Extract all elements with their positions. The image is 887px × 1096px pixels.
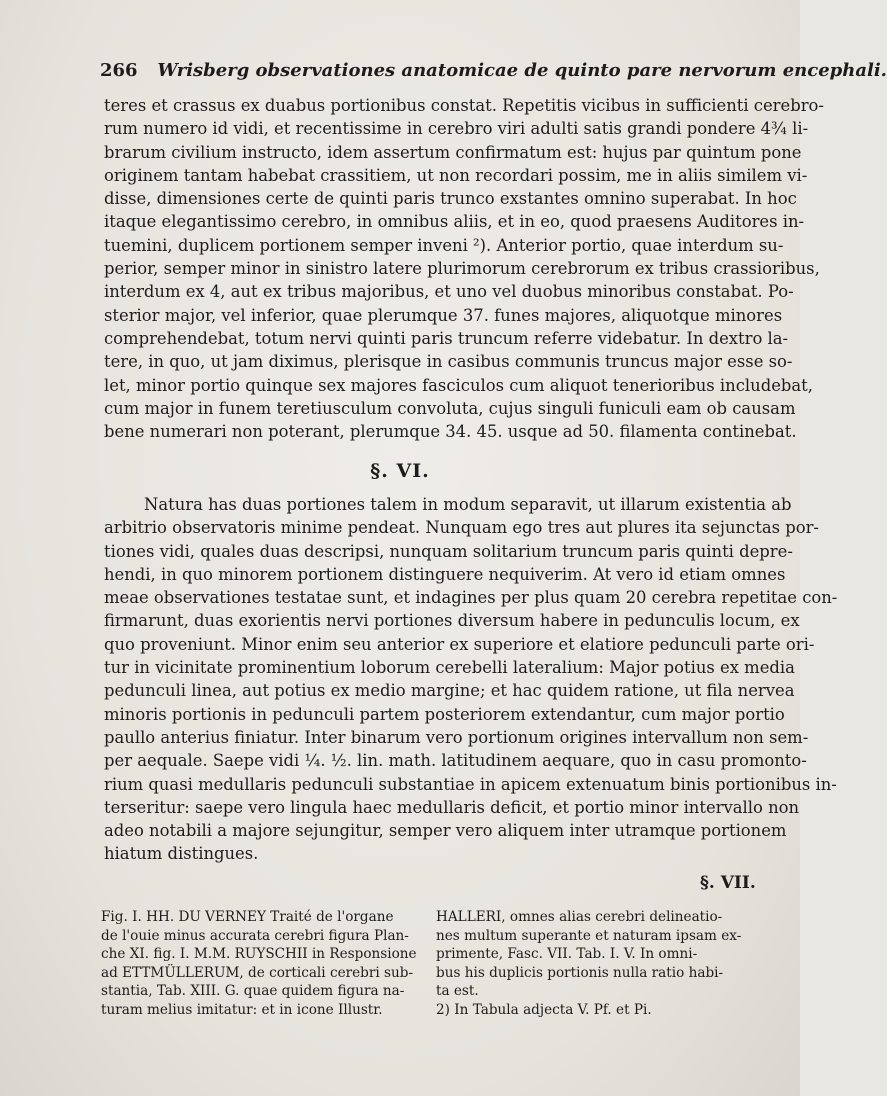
paragraph-1-line: comprehendebat, totum nervi quinti paris truncum referre videbatur. In dextro la- [104,328,789,348]
paragraph-2 [104,493,838,866]
paragraph-1-line: tuemini, duplicem portionem semper inveni ²). Anterior portio, quae interdum su- [104,235,784,255]
paragraph-2-line: per aequale. Saepe vidi ¼. ½. lin. math. latitudinem aequare, quo in casu promonto- [104,751,807,771]
footnote-right-line: ta est. [436,983,479,1000]
paragraph-2-line: hiatum distingues. [104,844,259,864]
paragraph-1-line: interdum ex 4, aut ex tribus majoribus, et uno vel duobus minoribus constabat. Po- [104,282,794,302]
paragraph-1-line: itaque elegantissimo cerebro, in omnibus aliis, et in eo, quod praesens Auditores in- [104,212,805,232]
paragraph-2-line: minoris portionis in pedunculi partem posteriorem extendantur, cum major portio [104,704,785,724]
paragraph-2-line: Natura has duas portiones talem in modum separavit, ut illarum existentia ab [144,495,792,514]
footnote-left-line: de l'ouie minus accurata cerebri figura Plan- [101,927,409,944]
paragraph-2-line: adeo notabili a majore sejungitur, semper vero aliquem inter utramque portionem [104,821,787,841]
paragraph-1-line: rum numero id vidi, et recentissime in cerebro viri adulti satis grandi pondere 4¾ li- [104,119,809,139]
paragraph-2-line: paullo anterius finiatur. Inter binarum vero portionum origines intervallum non sem- [104,727,809,747]
paragraph-1-line: let, minor portio quinque sex majores fasciculos cum aliquot tenerioribus includebat, [104,375,813,395]
paragraph-1-line: tere, in quo, ut jam diximus, plerisque in casibus communis truncus major esse so- [104,352,793,372]
paragraph-2-line: rium quasi medullaris pedunculi substantiae in apicem extenuatum binis portionibus in- [104,774,837,794]
paragraph-2-line: terseritur: saepe vero lingula haec medullaris deficit, et portio minor intervallo non [104,797,800,817]
footnote-right-line: nes multum superante et naturam ipsam ex- [436,927,742,944]
paragraph-1-line: brarum civilium instructo, idem assertum confirmatum est: hujus par quintum pone [104,142,802,162]
paragraph-2-line: meae observationes testatae sunt, et indagines per plus quam 20 cerebra repetitae con- [104,588,838,608]
footnote-right-line: primente, Fasc. VII. Tab. I. V. In omni- [436,946,698,963]
paragraph-1-line: bene numerari non poterant, plerumque 34. 45. usque ad 50. filamenta continebat. [104,422,797,442]
footnote-left-line: Fig. I. HH. DU VERNEY Traité de l'organe [101,909,394,925]
paragraph-2-line: arbitrio observatoris minime pendeat. Nunquam ego tres aut plures ita sejunctas por- [104,518,819,538]
running-title: Wrisberg observationes anatomicae de quinto pare nervorum encephali. [157,60,887,81]
footnote-right-line: 2) In Tabula adjecta V. Pf. et Pi. [436,1001,652,1018]
footnote-right-line: bus his duplicis portionis nulla ratio habi- [436,964,724,981]
paragraph-1-line: originem tantam habebat crassitiem, ut non recordari possim, me in aliis similem vi- [104,165,808,185]
paragraph-2-line: tiones vidi, quales duas descripsi, nunquam solitarium truncum paris quinti depre- [104,541,793,561]
footnote-left [101,908,419,1020]
footnote-right-line: HALLERI, omnes alias cerebri delineatio- [436,909,723,925]
footnote-left-line: ad ETTMÜLLERUM, de corticali cerebri sub- [101,964,414,981]
catchword: §. VII. [700,873,756,893]
running-header [100,58,887,84]
paragraph-1-line: teres et crassus ex duabus portionibus constat. Repetitis vicibus in sufficienti cerebro- [104,96,824,115]
paragraph-1-line: cum major in funem teretiusculum convoluta, cujus singuli funiculi eam ob causam [104,398,796,418]
footnote-left-line: che XI. fig. I. M.M. RUYSCHII in Responsione [101,946,417,963]
paragraph-2-line: pedunculi linea, aut potius ex medio margine; et hac quidem ratione, ut fila nervea [104,681,795,701]
paragraph-1-line: perior, semper minor in sinistro latere plurimorum cerebrorum ex tribus crassioribus, [104,259,820,279]
footnote-left-line: stantia, Tab. XIII. G. quae quidem figura na- [101,983,405,1000]
paragraph-1-line: disse, dimensiones certe de quinti paris trunco exstantes omnino superabat. In hoc [104,189,797,209]
footnote-right [436,908,763,1020]
paragraph-1-line: sterior major, vel inferior, quae plerumque 37. funes majores, aliquotque minores [104,305,783,325]
section-heading: §. VI. [370,460,430,482]
footnote-left-line: turam melius imitatur: et in icone Illustr. [101,1001,383,1018]
paragraph-2-line: quo proveniunt. Minor enim seu anterior ex superiore et elatiore pedunculi parte ori- [104,634,815,654]
page-number: 266 [100,60,138,81]
paragraph-2-line: firmarunt, duas exorientis nervi portiones diversum habere in pedunculis locum, ex [104,611,800,631]
paragraph-1 [104,94,824,443]
paragraph-2-line: tur in vicinitate prominentium loborum cerebelli lateralium: Major potius ex media [104,658,795,678]
paragraph-2-line: hendi, in quo minorem portionem distinguere nequiverim. At vero id etiam omnes [104,564,786,584]
